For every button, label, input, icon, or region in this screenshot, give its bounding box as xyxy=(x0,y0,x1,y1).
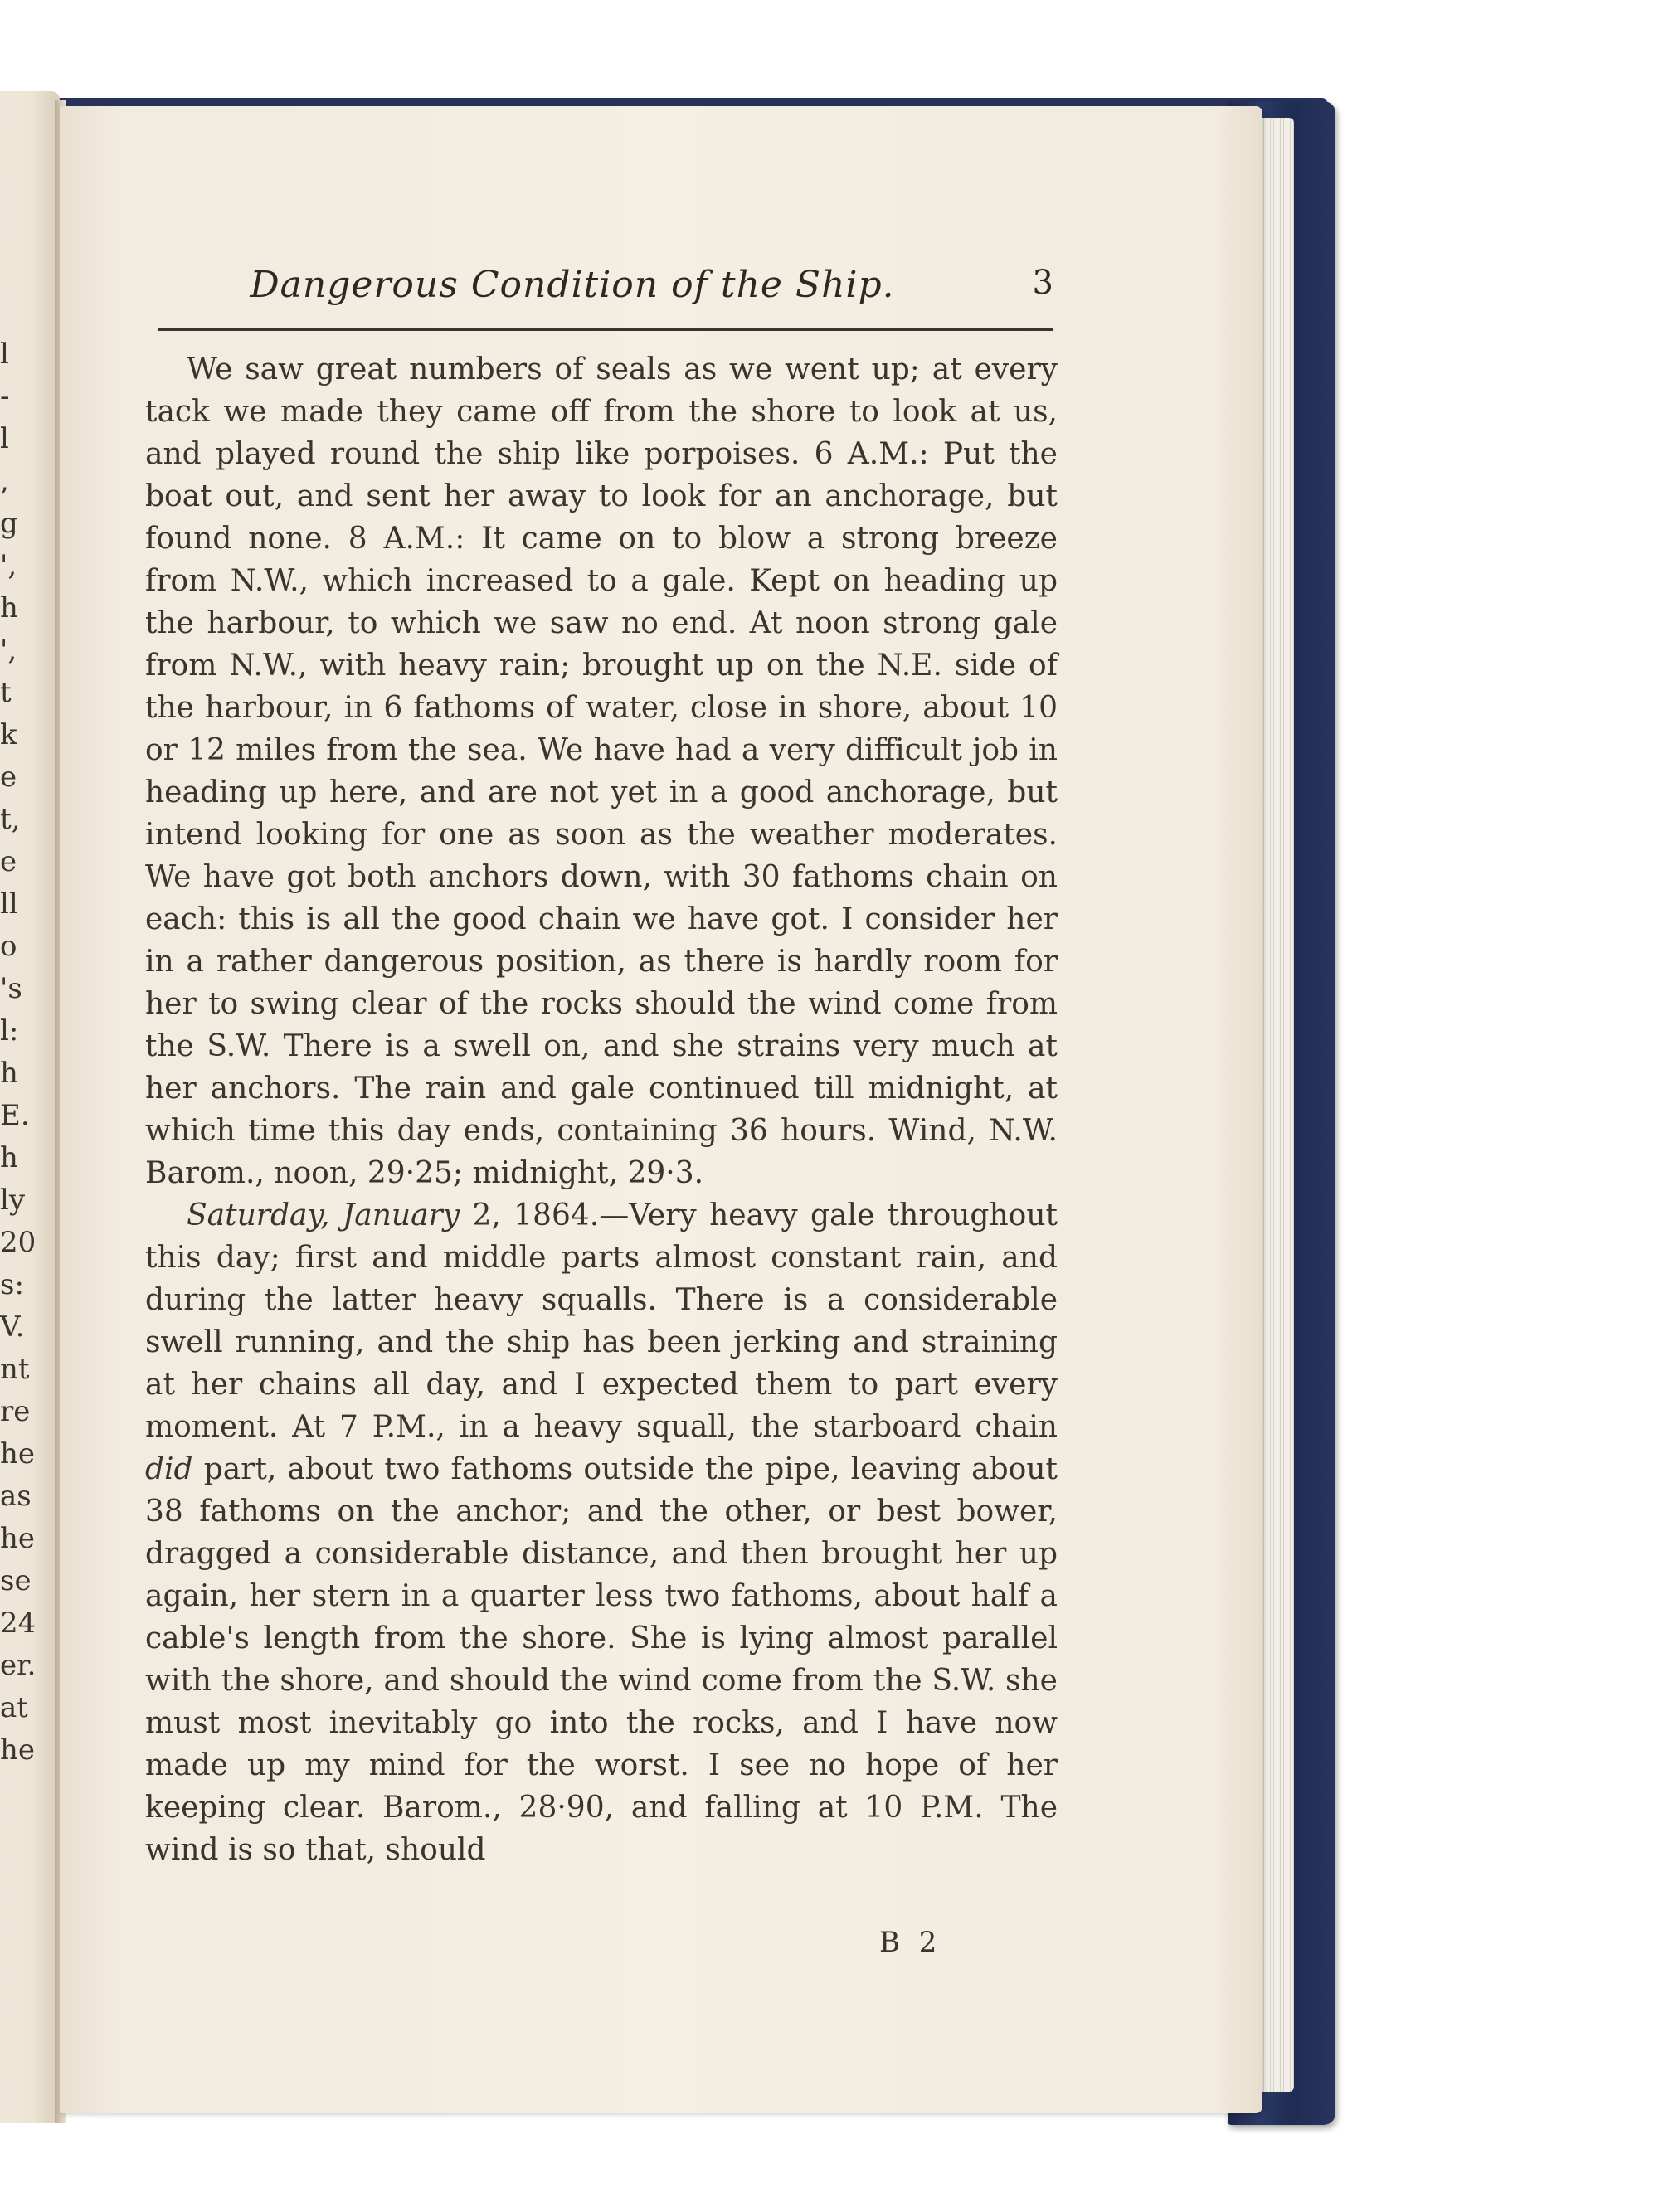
paragraph-2 xyxy=(145,1194,1058,1871)
left-page-fragment: l xyxy=(0,422,9,455)
paragraph-2-date: Saturday, January xyxy=(187,1198,460,1232)
left-page-fragment: l: xyxy=(0,1014,19,1048)
left-page-fragment: - xyxy=(0,380,10,413)
left-page-fragment: o xyxy=(0,930,17,963)
left-page-fragment: he xyxy=(0,1733,36,1767)
left-page-fragment: s: xyxy=(0,1268,24,1301)
left-page-fragment: e xyxy=(0,845,17,878)
paragraph-2-text-b: part, about two fathoms outside the pipe, leaving about 38 fathoms on the anchor; and the other, or best bower, dragged a considerable distance, and then brought her up again, her stern in a quarter less two fathoms, about half a cable's length from the shore. She is lying almost parallel with the shore, and should the wind come from the S.W. she must most inevitably go into the rocks, and I have now made up my mind for the worst. I see no hope of her keeping clear. Barom., 28·90, and falling at 10 P.M. The wind is so that, should xyxy=(145,1452,1058,1867)
paragraph-2-emphasis: did xyxy=(145,1452,193,1486)
left-page-fragment: as xyxy=(0,1480,32,1513)
left-page-fragment: V. xyxy=(0,1310,25,1344)
left-page-fragment: ll xyxy=(0,887,18,921)
left-page-fragment: 24 xyxy=(0,1607,36,1640)
left-page-fragment: h xyxy=(0,1141,18,1174)
left-page-fragment: E. xyxy=(0,1099,30,1132)
left-page-fragment: ly xyxy=(0,1184,26,1217)
left-page-fragment: e xyxy=(0,761,17,794)
left-page-fragment: er. xyxy=(0,1649,36,1682)
left-page-fragment: , xyxy=(0,464,9,498)
left-page-fragment: se xyxy=(0,1564,32,1597)
left-page-fragment: k xyxy=(0,718,17,751)
left-page-fragment: he xyxy=(0,1437,36,1471)
left-page-fragment: he xyxy=(0,1522,36,1555)
left-page-fragment: g xyxy=(0,507,18,540)
left-page-fragment: 's xyxy=(0,972,22,1005)
left-page-fragment: l xyxy=(0,338,9,371)
left-page-fragment: 20 xyxy=(0,1226,36,1259)
left-page-fragment: h xyxy=(0,591,18,625)
head-rule xyxy=(158,328,1053,331)
signature-mark: B 2 xyxy=(879,1926,942,1959)
left-page-fragment: ', xyxy=(0,549,17,582)
left-page-fragment: t, xyxy=(0,803,21,836)
running-head-title: Dangerous Condition of the Ship. xyxy=(250,264,895,306)
left-page-fragment: h xyxy=(0,1057,18,1090)
left-page-fragment: re xyxy=(0,1395,31,1428)
page-number: 3 xyxy=(1032,264,1053,302)
left-page-fragment: nt xyxy=(0,1353,30,1386)
paragraph-1: We saw great numbers of seals as we went up; at every tack we made they came off from the shore to look at us, and played round the ship like porpoises. 6 A.M.: Put the boat out, and sent her away to look for an anchorage, but found none. 8 A.M.: It came on to blow a strong breeze from N.W., which increased to a gale. Kept on heading up the harbour, to which we saw no end. At noon strong gale from N.W., with heavy rain; brought up on the N.E. side of the harbour, in 6 fathoms of water, close in shore, about 10 or 12 miles from the sea. We have had a very difficult job in heading up here, and are not yet in a good anchorage, but intend looking for one as soon as the weather moderates. We have got both anchors down, with 30 fathoms chain on each: this is all the good chain we have got. I consider her in a rather dangerous position, as there is hardly room for her to swing clear of the rocks should the wind come from the S.W. There is a swell on, and she strains very much at her anchors. The rain and gale continued till midnight, at which time this day ends, containing 36 hours. Wind, N.W. Barom., noon, 29·25; midnight, 29·3. xyxy=(145,352,1058,1190)
page-body-text xyxy=(145,348,1058,1871)
left-page-fragment: ', xyxy=(0,634,17,667)
left-page-fragment: t xyxy=(0,676,12,709)
left-page-fragment: at xyxy=(0,1691,28,1724)
running-head xyxy=(158,264,1053,314)
paragraph-2-text-a: 2, 1864.—Very heavy gale throughout this day; first and middle parts almost constant rain, and during the latter heavy squalls. There is a considerable swell running, and the ship has been jerking and straining at her chains all day, and I expected them to part every moment. At 7 P.M., in a heavy squall, the starboard chain xyxy=(145,1198,1058,1444)
